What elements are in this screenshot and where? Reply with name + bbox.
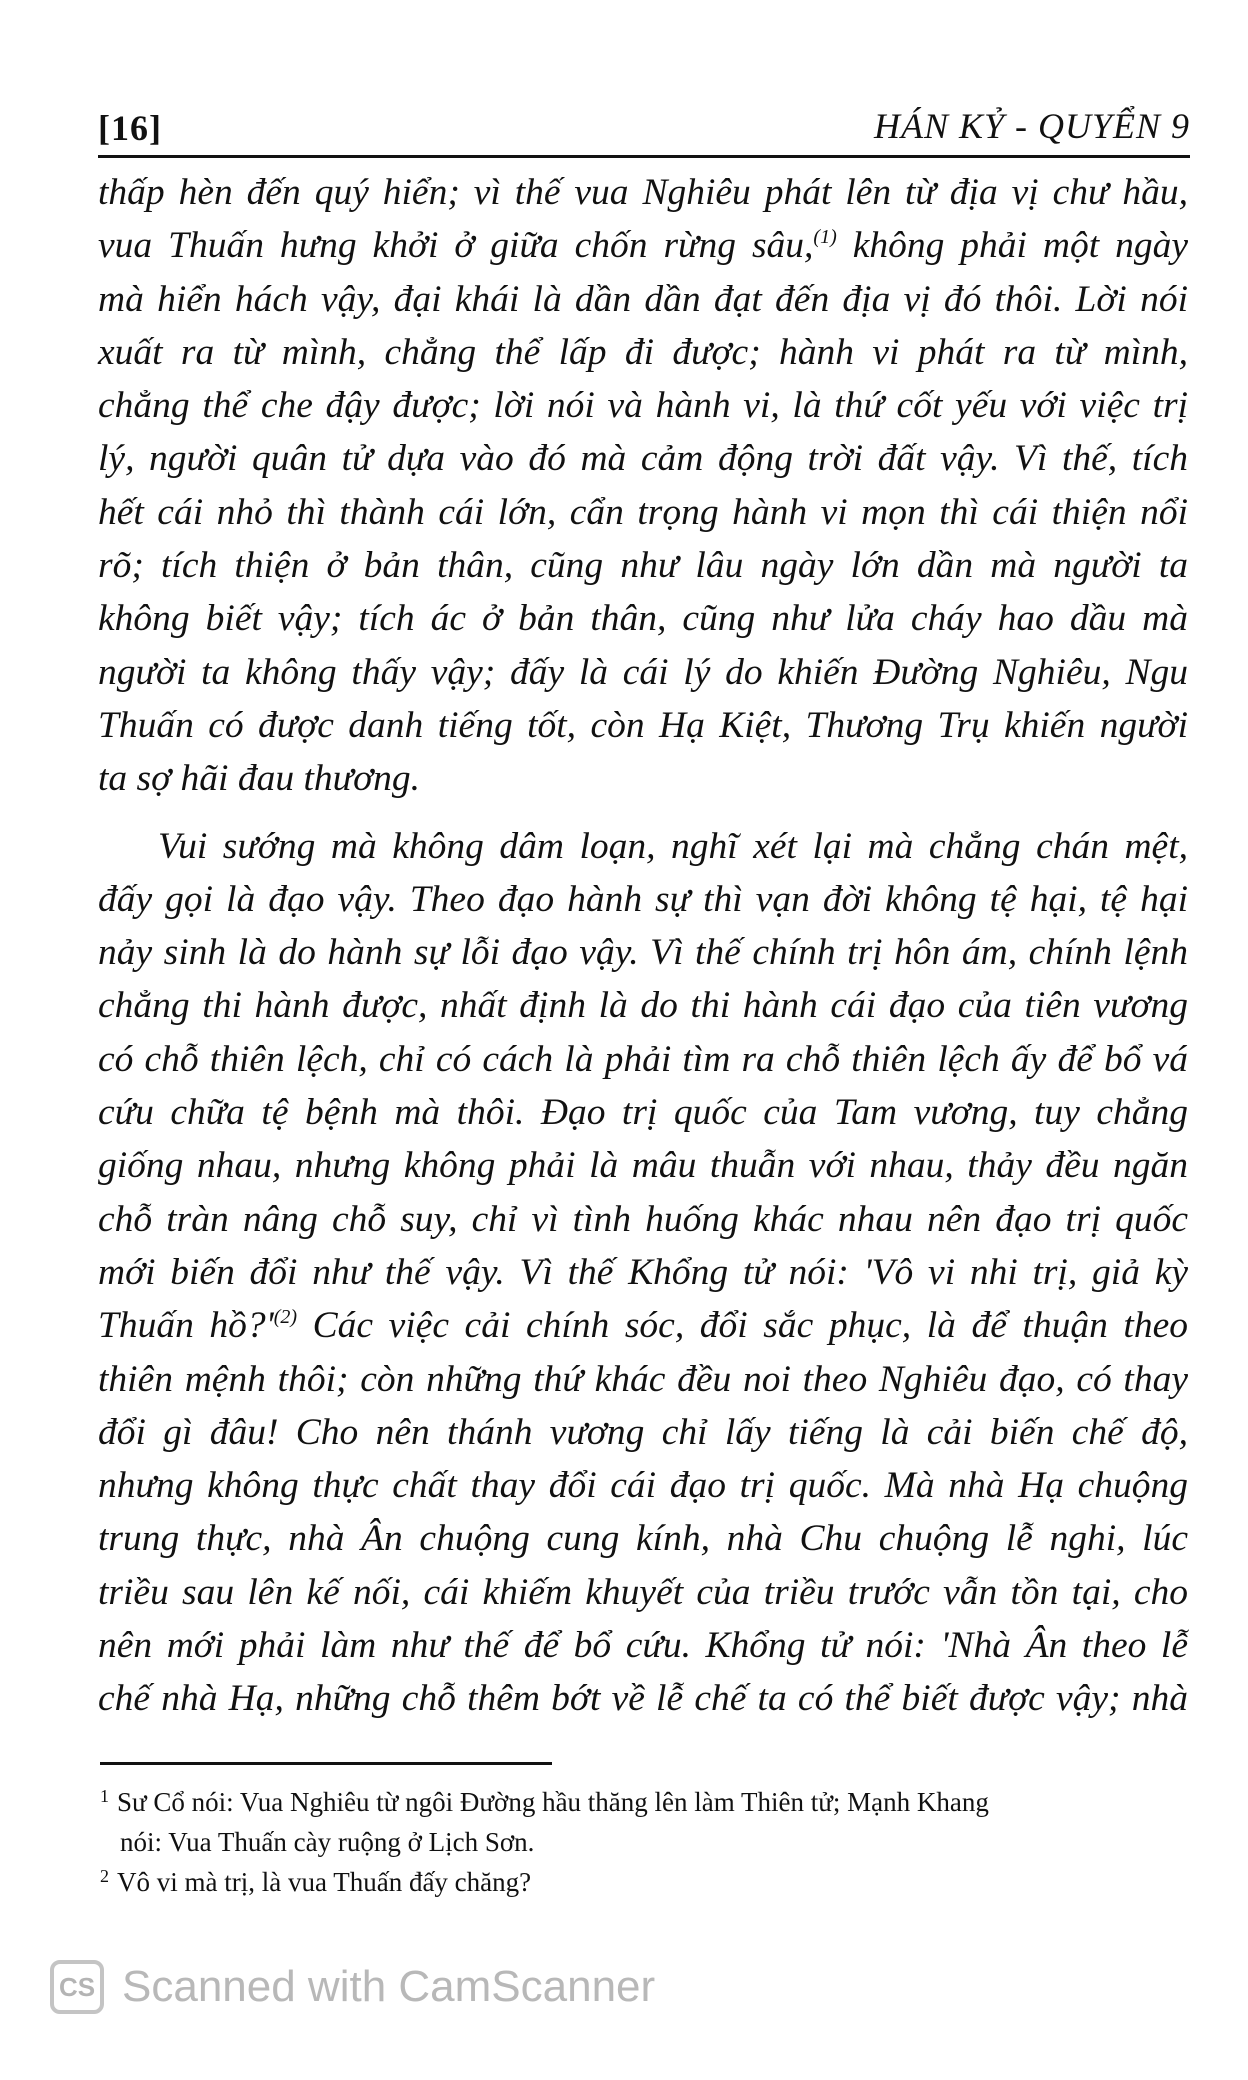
text-line: mà hiển hách vậy, đại khái là dần dần đạt đến địa vị đó thôi. Lời nói [98, 278, 1188, 320]
text-line: chẳng thể che đậy được; lời nói và hành vi, là thứ cốt yếu với việc trị [98, 385, 1188, 427]
watermark-text: Scanned with CamScanner [122, 1962, 656, 2011]
text-line [98, 1299, 1188, 1352]
text-line: thấp hèn đến quý hiển; vì thế vua Nghiêu phát lên từ địa vị chư hầu, [98, 172, 1188, 213]
text-line: không biết vậy; tích ác ở bản thân, cũng như lửa cháy hao dầu mà [98, 598, 1188, 640]
footnote-divider [100, 1762, 552, 1765]
text-line: hết cái nhỏ thì thành cái lớn, cẩn trọng hành vi mọn thì cái thiện nổi [98, 491, 1188, 533]
footnote-reference: (1) [813, 226, 837, 249]
text-line: Vui sướng mà không dâm loạn, nghĩ xét lại mà chẳng chán mệt, [158, 825, 1188, 867]
text-segment: vua Thuấn hưng khởi ở giữa chốn rừng sâu, [98, 225, 814, 267]
text-line: giống nhau, nhưng không phải là mâu thuẫn với nhau, thảy đều ngăn [98, 1145, 1188, 1187]
scanner-watermark [50, 1957, 655, 2017]
text-line: người ta không thấy vậy; đấy là cái lý do khiến Đường Nghiêu, Ngu [98, 651, 1188, 693]
text-line: nảy sinh là do hành sự lỗi đạo vậy. Vì thế chính trị hôn ám, chính lệnh [98, 932, 1188, 974]
footnotes [100, 1782, 1190, 1902]
text-line: ta sợ hãi đau thương. [98, 758, 420, 800]
footnote-line [100, 1862, 1190, 1902]
text-line: đổi gì đâu! Cho nên thánh vương chỉ lấy tiếng là cải biến chế độ, [98, 1411, 1188, 1453]
camscanner-logo-icon: CS [50, 1960, 104, 2014]
text-segment: Thuấn hồ?' [98, 1305, 274, 1347]
text-segment: Các việc cải chính sóc, đổi sắc phục, là để thuận theo [297, 1305, 1188, 1347]
footnote-2 [100, 1862, 1190, 1902]
main-text [98, 166, 1188, 1726]
text-line: chế nhà Hạ, những chỗ thêm bớt về lễ chế ta có thể biết được vậy; nhà [98, 1678, 1188, 1720]
text-line: có chỗ thiên lệch, chỉ có cách là phải tìm ra chỗ thiên lệch ấy để bổ vá [98, 1038, 1188, 1080]
text-line: chẳng thi hành được, nhất định là do thi hành cái đạo của tiên vương [98, 985, 1188, 1027]
footnote-reference: (2) [273, 1306, 298, 1329]
paragraph-1 [98, 166, 1188, 806]
text-line: nhưng không thực chất thay đổi cái đạo trị quốc. Mà nhà Hạ chuộng [98, 1465, 1188, 1507]
paragraph-2 [98, 820, 1188, 1726]
text-line: đấy gọi là đạo vậy. Theo đạo hành sự thì vạn đời không tệ hại, tệ hại [98, 878, 1188, 920]
text-line: chỗ tràn nâng chỗ suy, chỉ vì tình huống khác nhau nên đạo trị quốc [98, 1198, 1188, 1240]
footnote-number: 1 [100, 1786, 109, 1806]
footnote-line: nói: Vua Thuấn cày ruộng ở Lịch Sơn. [120, 1827, 535, 1857]
text-line: nên mới phải làm như thế để bổ cứu. Khổng tử nói: 'Nhà Ân theo lễ [98, 1625, 1188, 1667]
text-line: xuất ra từ mình, chẳng thể lấp đi được; hành vi phát ra từ mình, [98, 331, 1188, 373]
text-line: trung thực, nhà Ân chuộng cung kính, nhà Chu chuộng lễ nghi, lúc [98, 1518, 1188, 1560]
text-segment: không phải một ngày [836, 225, 1188, 267]
text-line: lý, người quân tử dựa vào đó mà cảm động trời đất vậy. Vì thế, tích [98, 438, 1188, 480]
page-number: [16] [98, 108, 162, 148]
paragraph-gap [98, 806, 1188, 820]
text-line: rõ; tích thiện ở bản thân, cũng như lâu ngày lớn dần mà người ta [98, 545, 1188, 587]
text-line: thiên mệnh thôi; còn những thứ khác đều noi theo Nghiêu đạo, có thay [98, 1358, 1188, 1400]
text-line: mới biến đổi như thế vậy. Vì thế Khổng tử nói: 'Vô vi nhi trị, giả kỳ [98, 1251, 1188, 1293]
footnote-line [100, 1782, 1190, 1822]
text-line: Thuấn có được danh tiếng tốt, còn Hạ Kiệt, Thương Trụ khiến người [98, 704, 1188, 746]
page-header [98, 103, 1190, 158]
footnote-text: Vô vi mà trị, là vua Thuấn đấy chăng? [117, 1867, 532, 1897]
footnote-text: Sư Cổ nói: Vua Nghiêu từ ngôi Đường hầu thăng lên làm Thiên tử; Mạnh Khang [117, 1787, 989, 1817]
footnote-number: 2 [100, 1866, 109, 1886]
text-line: triều sau lên kế nối, cái khiếm khuyết của triều trước vẫn tồn tại, cho [98, 1571, 1188, 1613]
text-line: cứu chữa tệ bệnh mà thôi. Đạo trị quốc của Tam vương, tuy chẳng [98, 1092, 1188, 1134]
text-line [98, 219, 1188, 272]
footnote-1 [100, 1782, 1190, 1862]
running-title: HÁN KỶ - QUYỂN 9 [873, 106, 1190, 146]
